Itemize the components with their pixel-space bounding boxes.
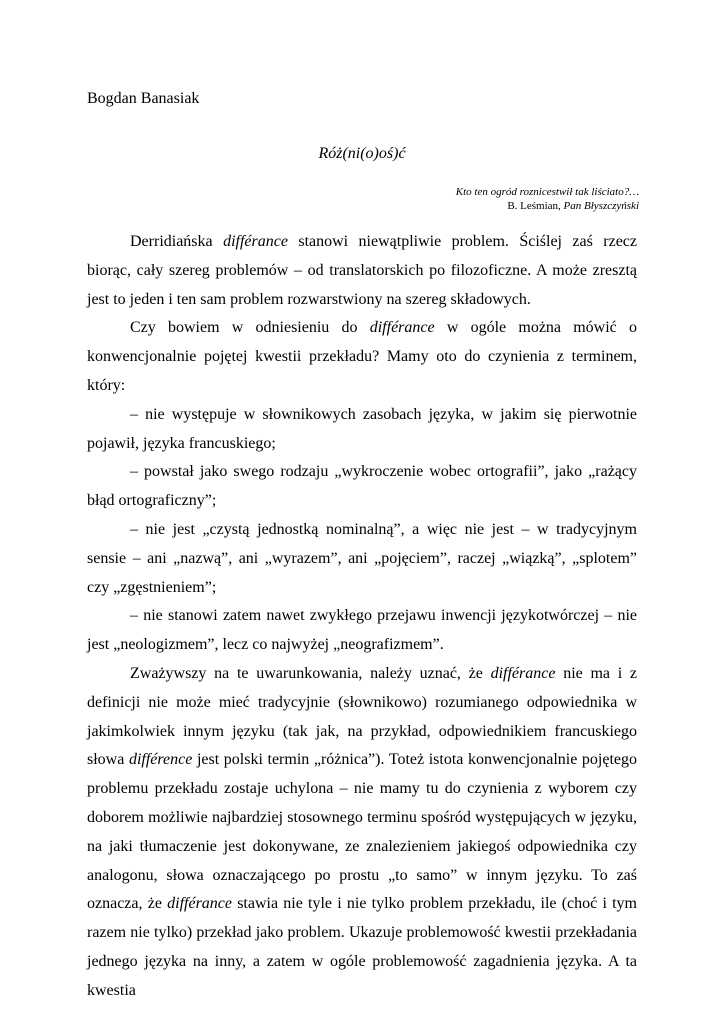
epigraph-attribution-work: Pan Błyszczyński [563, 200, 639, 212]
term-differance: différance [369, 319, 435, 337]
paragraph-3-text-d: stawia nie tyle i nie tylko problem przekładu, ile (choć i tym razem nie tylko) przekład jako problem. Ukazuje problemowość kwestii przekładania jednego języka na inny, a zatem w ogóle problemowość zagadnienia języka. A ta kwestia [87, 895, 637, 999]
author-name: Bogdan Banasiak [87, 90, 200, 107]
paragraph-3-text-a: Zważywszy na te uwarunkowania, należy uznać, że [130, 664, 491, 682]
epigraph-quote: Kto ten ogród roznicestwił tak liściato?… [455, 186, 639, 198]
paragraph-1-text-b: stanowi niewątpliwie problem. Ściślej zaś rzecz biorąc, cały szereg problemów – od translatorskich po filozoficzne. A może zresztą jest to jeden i ten sam problem rozwarstwiony na szereg składowych. [87, 233, 638, 308]
list-item: – nie jest „czystą jednostką nominalną”, a więc nie jest – w tradycyjnym sensie – ani „nazwą”, ani „wyrazem”, ani „pojęciem”, raczej „wiązką”, „splotem” czy „zgęstnieniem”; [87, 520, 637, 596]
essay-title: Róż(ni(o)oś)ć [318, 145, 406, 162]
paragraph-2-text-a: Czy bowiem w odniesieniu do [130, 319, 370, 337]
paragraph-1 [87, 228, 637, 314]
list-item: – powstał jako swego rodzaju „wykroczenie wobec ortografii”, jako „rażący błąd ortograficzny”; [87, 463, 637, 510]
paragraph-2-text-b: w ogóle można mówić o konwencjonalnie pojętej kwestii przekładu? Mamy oto do czynienia z terminem, który: [87, 319, 637, 394]
term-differance: différance [490, 664, 556, 682]
epigraph-attribution [456, 199, 639, 213]
paragraph-1-text-a: Derridiańska [130, 233, 224, 250]
epigraph [456, 185, 639, 213]
body-text [87, 228, 637, 1006]
paragraph-3 [87, 660, 637, 1006]
term-differance: différance [167, 895, 232, 913]
paragraph-3-text-b: nie ma i z definicji nie może mieć tradycyjnie (słownikowo) rozumianego odpowiednika w jakimkolwiek innym języku (tak jak, na przykład, odpowiednikiem francuskiego słowa [87, 664, 638, 769]
term-differance: différance [223, 233, 288, 250]
paragraph-3-text-c: jest polski termin „różnica”). Toteż istota konwencjonalnie pojętego problemu przekładu zostaje uchylona – nie mamy tu do czynienia z wyborem czy doborem możliwie najbardziej stosownego terminu spośród występujących w języku, na jaki tłumaczenie jest dokonywane, ze znalezieniem jakiegoś odpowiednika czy analogonu, słowa oznaczającego po prostu „to samo” w innym języku. To zaś oznacza, że [87, 751, 638, 913]
epigraph-attribution-author: B. Leśmian, [507, 200, 564, 212]
list-item: – nie występuje w słownikowych zasobach języka, w jakim się pierwotnie pojawił, języka francuskiego; [87, 405, 637, 452]
term-difference: différence [128, 751, 193, 769]
paragraph-2 [87, 314, 637, 400]
list-item: – nie stanowi zatem nawet zwykłego przejawu inwencji językotwórczej – nie jest „neologizmem”, lecz co najwyżej „neografizmem”. [87, 607, 637, 654]
